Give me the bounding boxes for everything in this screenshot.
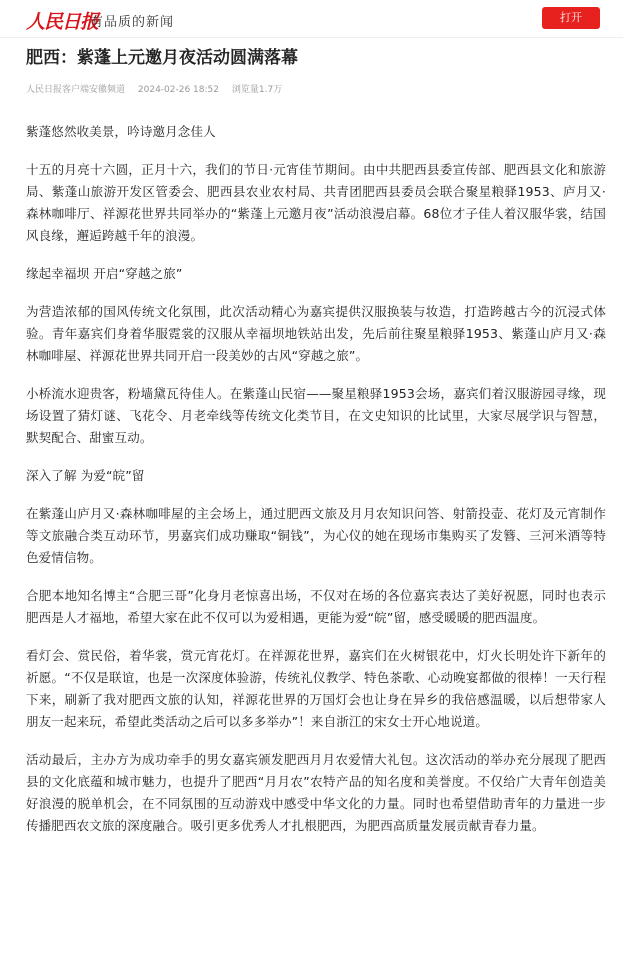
article-paragraph: 看灯会、赏民俗，着华裳，赏元宵花灯。在祥源花世界，嘉宾们在火树银花中，灯火长明处许下新年的祈愿。“不仅是联谊，也是一次深度体验游，传统礼仪教学、特色茶歌、心动晚宴都做的很棒！一天行程下来，刷新了我对肥西文旅的认知，祥源花世界的万国灯会也让身在异乡的我倍感温暖，以后想带家人朋友一起来玩，希望此类活动之后可以多多举办”！来自浙江的宋女士开心地说道。 <box>26 648 606 729</box>
article-paragraph: 十五的月亮十六圆，正月十六，我们的节日·元宵佳节期间。由中共肥西县委宣传部、肥西县文化和旅游局、紫蓬山旅游开发区管委会、肥西县农业农村局、共青团肥西县委员会联合聚星粮驿1953、庐月又·森林咖啡厅、祥源花世界共同举办的“紫蓬上元邀月夜”活动浪漫启幕。68位才子佳人着汉服华裳，结国风良缘，邂逅跨越千年的浪漫。 <box>26 162 606 243</box>
open-app-button[interactable]: 打开 <box>542 7 600 29</box>
top-bar <box>0 0 623 38</box>
article-paragraph: 活动最后，主办方为成功牵手的男女嘉宾颁发肥西月月农爱情大礼包。这次活动的举办充分展现了肥西县的文化底蕴和城市魅力，也提升了肥西“月月农”农特产品的知名度和美誉度。不仅给广大青年创造美好浪漫的脱单机会，在不同氛围的互动游戏中感受中华文化的力量。同时也希望借助青年的力量进一步传播肥西农文旅的深度融合。吸引更多优秀人才扎根肥西，为肥西高质量发展贡献青春力量。 <box>26 752 606 833</box>
people-daily-logo[interactable]: 人民日报 <box>26 11 99 33</box>
article-paragraph: 小桥流水迎贵客，粉墙黛瓦待佳人。在紫蓬山民宿——聚星粮驿1953会场，嘉宾们着汉服游园寻缘，现场设置了猜灯谜、飞花令、月老牵线等传统文化类节目，在文史知识的比试里，大家尽展学识与智慧，默契配合、甜蜜互动。 <box>26 386 606 445</box>
article-title: 肥西：紫蓬上元邀月夜活动圆满落幕 <box>26 48 298 68</box>
article-meta <box>26 82 282 95</box>
article-paragraph: 深入了解 为爱“皖”留 <box>26 468 145 483</box>
article-paragraph: 紫蓬悠然收美景，吟诗邀月念佳人 <box>26 124 216 139</box>
article-body <box>26 121 606 853</box>
article-datetime: 2024-02-26 18:52 <box>137 85 219 95</box>
article-paragraph: 合肥本地知名博主“合肥三哥”化身月老惊喜出场，不仅对在场的各位嘉宾表达了美好祝愿，同时也表示肥西是人才福地，希望大家在此不仅可以为爱相遇，更能为爱“皖”留，感受暖暖的肥西温度。 <box>26 588 606 625</box>
article-paragraph: 为营造浓郁的国风传统文化氛围，此次活动精心为嘉宾提供汉服换装与妆造，打造跨越古今的沉浸式体验。青年嘉宾们身着华服霓裳的汉服从幸福坝地铁站出发，先后前往聚星粮驿1953、紫蓬山庐月又·森林咖啡屋、祥源花世界共同开启一段美妙的古风“穿越之旅”。 <box>26 304 606 363</box>
article-paragraph: 在紫蓬山庐月又·森林咖啡屋的主会场上，通过肥西文旅及月月农知识问答、射箭投壶、花灯及元宵制作等文旅融合类互动环节，男嘉宾们成功赚取“铜钱”，为心仪的她在现场市集购买了发簪、三河米酒等特色爱情信物。 <box>26 506 606 565</box>
article-paragraph: 缘起幸福坝 开启“穿越之旅” <box>26 266 183 281</box>
article-views: 浏览量1.7万 <box>231 85 283 95</box>
slogan-text: 有品质的新闻 <box>90 15 175 30</box>
article-source[interactable]: 人民日报客户端安徽频道 <box>26 85 126 95</box>
